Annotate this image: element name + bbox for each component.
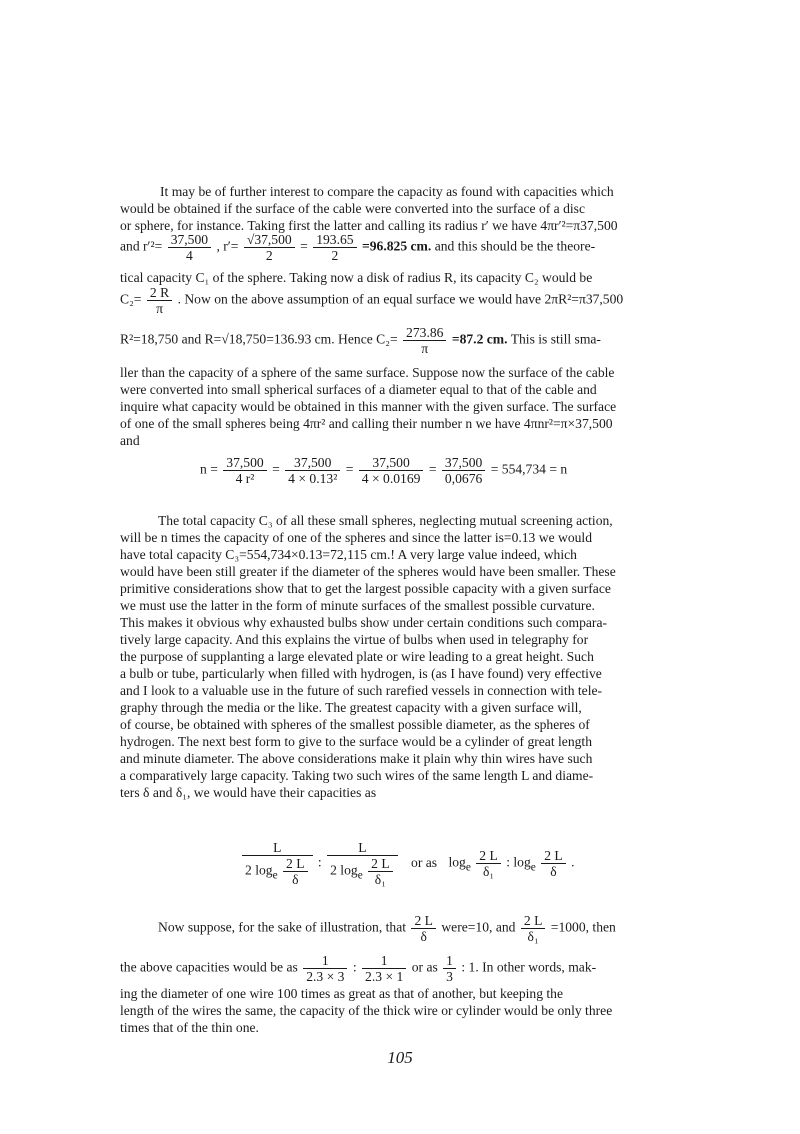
text-line: length of the wires the same, the capacity of the thick wire or cylinder would be only three [120, 1003, 613, 1018]
eq-text: the above capacities would be as [120, 959, 298, 975]
eq-subscript: e [357, 869, 363, 882]
fraction [285, 455, 340, 486]
fraction [443, 953, 456, 984]
eq-text: and this should be the theore- [434, 238, 596, 254]
fraction-denominator: δ₁ [476, 863, 501, 879]
eq-text: 2 log [330, 862, 358, 878]
fraction-numerator: 2 L [286, 856, 305, 871]
fraction-numerator: L [358, 840, 367, 855]
fraction [359, 455, 424, 486]
fraction-denominator [242, 855, 313, 887]
fraction-numerator: 37,500 [294, 455, 332, 470]
eq-subscript: e [530, 861, 536, 874]
text-line: a bulb or tube, particularly when filled with hydrogen, is (as I have found) very effective [120, 666, 602, 681]
eq-text: : [352, 959, 357, 975]
eq-text: : [506, 854, 510, 870]
eq-text: = [428, 461, 437, 477]
equation-sphere-count [200, 455, 567, 486]
text-line: ing the diameter of one wire 100 times as great as that of another, but keeping the [120, 986, 563, 1001]
fraction-numerator: 37,500 [170, 232, 209, 247]
fraction-numerator: 1 [321, 953, 329, 968]
equation-disk-result [120, 325, 601, 356]
eq-text: , r′= [216, 238, 239, 254]
fraction [476, 848, 501, 879]
eq-text: or as [411, 959, 438, 975]
eq-subscript: e [272, 869, 278, 882]
text-line: of course, be obtained with spheres of the smallest possible diameter, as the spheres of [120, 717, 590, 732]
fraction-numerator: 1 [446, 953, 453, 968]
eq-text: log [513, 854, 531, 870]
fraction-numerator: 37,500 [226, 455, 264, 470]
fraction [244, 232, 295, 263]
text-line: It may be of further interest to compare the capacity as found with capacities which [160, 184, 614, 199]
fraction [327, 840, 398, 887]
text-line: will be n times the capacity of one of the spheres and since the latter is=0.13 we would [120, 530, 592, 545]
text-line [120, 547, 680, 564]
fraction-denominator [327, 855, 398, 887]
text-line: The total capacity C₃ of all these small spheres, neglecting mutual screening action, [158, 513, 613, 528]
eq-text: = [345, 461, 354, 477]
fraction [303, 953, 347, 984]
fraction-denominator: 2.3 × 1 [362, 968, 406, 984]
eq-text: This is still sma- [510, 331, 601, 347]
fraction-numerator: 2 L [414, 913, 433, 928]
text-line: tical capacity C₁ of the sphere. Taking now a disk of radius R, its capacity C₂ would be [120, 270, 593, 285]
eq-text: = [300, 238, 308, 254]
fraction-numerator: 2 L [544, 848, 563, 863]
fraction [242, 840, 313, 887]
fraction [147, 285, 172, 316]
text-line: and I look to a valuable use in the future of such rarefied vessels in connection with tele- [120, 683, 603, 698]
fraction-numerator: 2 L [479, 848, 498, 863]
text-line: the purpose of supplanting a large elevated plate or wire leading to a great height. Such [120, 649, 594, 664]
fraction [283, 856, 308, 887]
fraction-numerator: 2 L [523, 913, 543, 928]
fraction [313, 232, 356, 263]
fraction-denominator: δ₁ [521, 928, 546, 944]
text-line: or sphere, for instance. Taking first the latter and calling its radius r′ we have 4πr′²=π37,500 [120, 218, 618, 233]
fraction [168, 232, 211, 263]
text-line: This makes it obvious why exhausted bulbs show under certain conditions such compara- [120, 615, 608, 630]
eq-result: =96.825 cm. [361, 238, 432, 254]
eq-text: and r′²= [120, 238, 163, 254]
text-line: would be obtained if the surface of the cable were converted into the surface of a disc [120, 201, 586, 216]
eq-text: =1000, then [550, 919, 616, 935]
fraction [541, 848, 566, 879]
equation-suppose [158, 913, 616, 944]
fraction-numerator: 193.65 [316, 232, 354, 247]
fraction-denominator: δ [283, 871, 308, 887]
fraction [411, 913, 436, 944]
equation-capacity-ratio [240, 840, 575, 887]
fraction-numerator: 37,500 [444, 455, 483, 470]
text-line: inquire what capacity would be obtained in this manner with the given surface. The surface [120, 399, 617, 414]
text-line: and minute diameter. The above considerations make it plain why thin wires have such [120, 751, 593, 766]
equation-above-capacities [120, 953, 596, 984]
fraction-denominator: 2 [313, 247, 356, 263]
eq-text: or as [411, 854, 438, 870]
text-line: times that of the thin one. [120, 1020, 259, 1035]
fraction-denominator: π [403, 340, 446, 356]
fraction-denominator: δ₁ [368, 871, 393, 887]
eq-text: C₂= [120, 291, 142, 307]
fraction-numerator: 1 [380, 953, 388, 968]
text-line: a comparatively large capacity. Taking two such wires of the same length L and diame- [120, 768, 594, 783]
eq-text: . [571, 854, 575, 870]
fraction [368, 856, 393, 887]
eq-text: were=10, and [441, 919, 516, 935]
text-line: would have been still greater if the diameter of the spheres would have been smaller. These [120, 564, 616, 579]
eq-text: R²=18,750 and R=√18,750=136.93 cm. Hence C₂= [120, 331, 398, 347]
fraction-denominator: 2 [244, 247, 295, 263]
fraction-denominator: 4 [168, 247, 211, 263]
fraction [521, 913, 546, 944]
fraction-denominator: 2.3 × 3 [303, 968, 347, 984]
text-segment: have total capacity C₃=554,734×0.13=72,115 cm.! A very large value indeed, which [120, 547, 577, 562]
fraction [403, 325, 446, 356]
fraction-denominator: 4 r² [223, 470, 266, 486]
eq-text: . Now on the above assumption of an equal surface we would have 2πR²=π37,500 [177, 291, 624, 307]
fraction-numerator: 273.86 [406, 325, 444, 340]
fraction-denominator: 0,0676 [442, 470, 485, 486]
fraction-denominator: δ [541, 863, 566, 879]
fraction [442, 455, 485, 486]
text-line: hydrogen. The next best form to give to the surface would be a cylinder of great length [120, 734, 592, 749]
eq-text: : 1. In other words, mak- [461, 959, 597, 975]
text-line: graphy through the media or the like. The greatest capacity with a given surface will, [120, 700, 582, 715]
text-line: we must use the latter in the form of minute surfaces of the smallest possible curvature. [120, 598, 595, 613]
eq-text: Now suppose, for the sake of illustration, that [158, 919, 407, 935]
eq-subscript: e [465, 861, 471, 874]
text-line: were converted into small spherical surfaces of a diameter equal to that of the cable and [120, 382, 597, 397]
fraction-numerator: 2 R [149, 285, 170, 300]
fraction-denominator: 4 × 0.13² [285, 470, 340, 486]
eq-text: = [272, 461, 280, 477]
equation-radius [120, 232, 595, 263]
eq-result: =87.2 cm. [451, 331, 508, 347]
fraction-numerator: √37,500 [246, 232, 292, 247]
fraction-numerator: L [273, 840, 282, 855]
text-line: tively large capacity. And this explains the virtue of bulbs when used in telegraphy for [120, 632, 589, 647]
fraction [362, 953, 406, 984]
text-line: ters δ and δ₁, we would have their capacities as [120, 785, 377, 800]
fraction-denominator: 3 [443, 968, 456, 984]
fraction-numerator: 2 L [371, 856, 390, 871]
fraction-numerator: 37,500 [372, 455, 410, 470]
fraction [223, 455, 266, 486]
eq-text: : [317, 854, 322, 870]
text-line: of one of the small spheres being 4πr² and calling their number n we have 4πnr²=π×37,500 [120, 416, 613, 431]
text-line: primitive considerations show that to get the largest possible capacity with a given surface [120, 581, 611, 596]
eq-text: 2 log [245, 862, 273, 878]
fraction-denominator: π [147, 300, 172, 316]
eq-text: log [448, 854, 466, 870]
page-number: 105 [387, 1048, 413, 1067]
equation-disk-capacity [120, 285, 623, 316]
fraction-denominator: 4 × 0.0169 [359, 470, 424, 486]
fraction-denominator: δ [411, 928, 436, 944]
text-line: ller than the capacity of a sphere of the same surface. Suppose now the surface of the cable [120, 365, 615, 380]
eq-text: n = [200, 461, 218, 477]
eq-text: = 554,734 = n [490, 461, 568, 477]
text-line: and [120, 433, 140, 448]
